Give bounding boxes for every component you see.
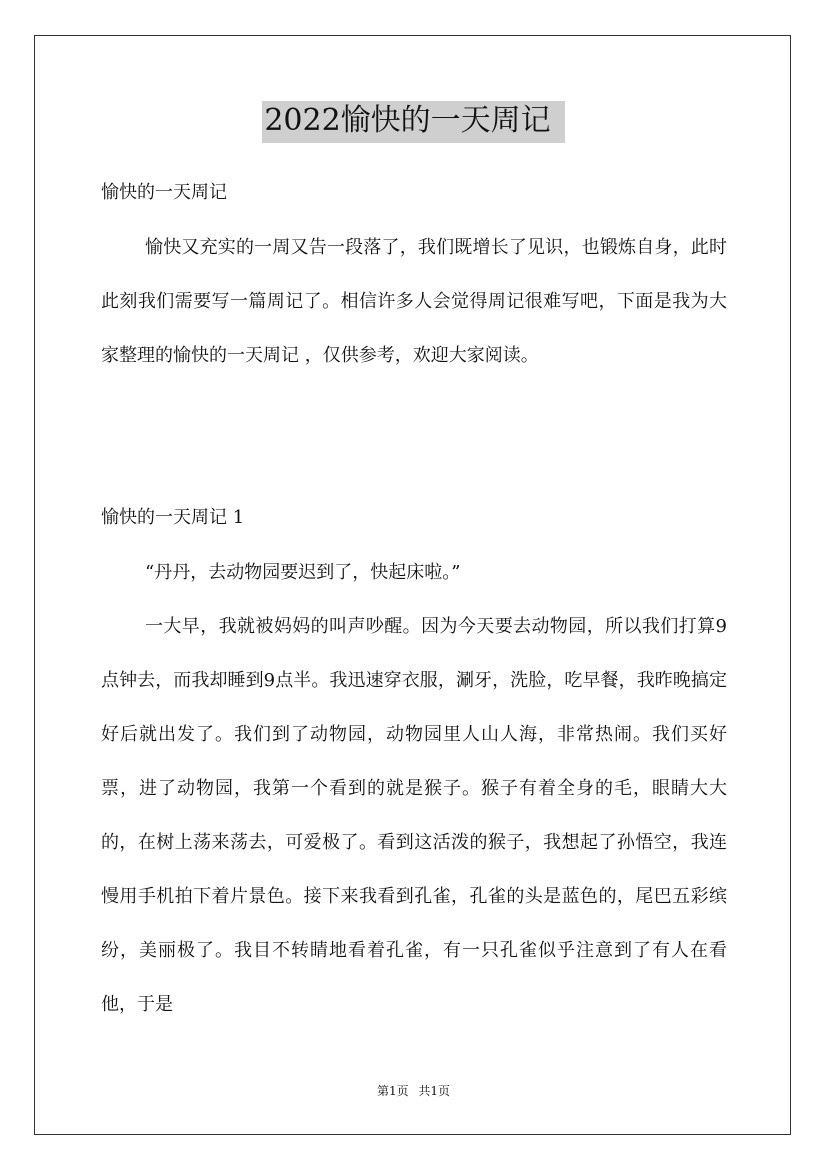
intro-heading: 愉快的一天周记 — [101, 182, 227, 203]
section-heading: 愉快的一天周记 1 — [101, 507, 245, 528]
intro-paragraph: 愉快又充实的一周又告一段落了，我们既增长了见识，也锻炼自身，此时此刻我们需要写一篇周记了。相信许多人会觉得周记很难写吧，下面是我为大家整理的愉快的一天周记 ，仅供参考，欢迎大家阅读。 — [101, 237, 727, 366]
body-paragraph: 一大早，我就被妈妈的叫声吵醒。因为今天要去动物园，所以我们打算9点钟去，而我却睡到9点半。我迅速穿衣服，涮牙，洗脸，吃早餐，我昨晚搞定好后就出发了。我们到了动物园，动物园里人山人海，非常热闹。我们买好票，进了动物园，我第一个看到的就是猴子。猴子有着全身的毛，眼睛大大的，在树上荡来荡去，可爱极了。看到这活泼的猴子，我想起了孙悟空，我连慢用手机拍下着片景色。接下来我看到孔雀，孔雀的头是蓝色的，尾巴五彩缤纷，美丽极了。我目不转睛地看着孔雀，有一只孔雀似乎注意到了有人在看他，于是 — [101, 616, 727, 1015]
page-total: 共1页 — [418, 1084, 451, 1098]
quote-paragraph: “丹丹，去动物园要迟到了，快起床啦。” — [145, 562, 461, 583]
page-number: 第1页 — [376, 1084, 409, 1098]
document-title: 2022愉快的一天周记 — [262, 101, 564, 143]
page-footer — [0, 1083, 827, 1099]
title-container — [0, 101, 827, 143]
